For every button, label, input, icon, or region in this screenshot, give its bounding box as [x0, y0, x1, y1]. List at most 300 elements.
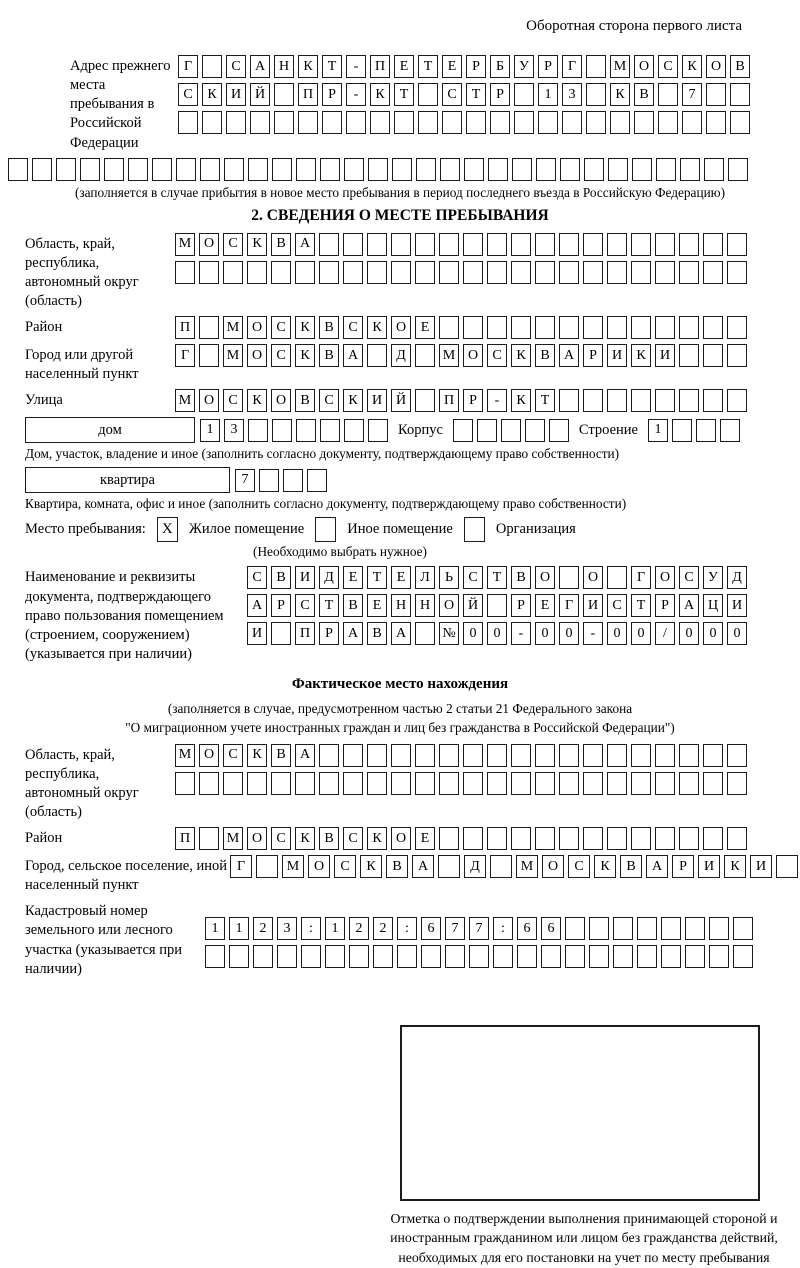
char-cell[interactable] — [703, 233, 723, 256]
char-cell[interactable]: П — [175, 827, 195, 850]
char-cell[interactable] — [128, 158, 148, 181]
char-cell[interactable] — [679, 772, 699, 795]
char-cell[interactable]: - — [511, 622, 531, 645]
char-cell[interactable] — [104, 158, 124, 181]
char-cell[interactable]: А — [559, 344, 579, 367]
char-cell[interactable]: В — [295, 389, 315, 412]
char-cell[interactable] — [607, 744, 627, 767]
char-cell[interactable]: К — [367, 827, 387, 850]
char-cell[interactable] — [511, 261, 531, 284]
char-cell[interactable] — [535, 261, 555, 284]
char-cell[interactable] — [658, 111, 678, 134]
char-cell[interactable] — [584, 158, 604, 181]
char-cell[interactable]: М — [223, 827, 243, 850]
char-cell[interactable] — [562, 111, 582, 134]
char-cell[interactable]: В — [386, 855, 408, 878]
char-cell[interactable]: С — [178, 83, 198, 106]
char-cell[interactable]: У — [514, 55, 534, 78]
char-cell[interactable] — [344, 158, 364, 181]
char-cell[interactable] — [679, 233, 699, 256]
char-cell[interactable] — [727, 389, 747, 412]
char-cell[interactable] — [438, 855, 460, 878]
char-cell[interactable] — [511, 316, 531, 339]
char-cell[interactable] — [199, 344, 219, 367]
char-cell[interactable] — [226, 111, 246, 134]
char-cell[interactable] — [607, 233, 627, 256]
char-cell[interactable]: И — [727, 594, 747, 617]
char-cell[interactable]: Т — [394, 83, 414, 106]
char-cell[interactable] — [559, 316, 579, 339]
char-cell[interactable] — [301, 945, 321, 968]
char-cell[interactable] — [488, 158, 508, 181]
char-cell[interactable] — [343, 261, 363, 284]
char-cell[interactable]: 1 — [229, 917, 249, 940]
char-cell[interactable]: И — [750, 855, 772, 878]
char-cell[interactable] — [613, 917, 633, 940]
char-cell[interactable] — [296, 419, 316, 442]
char-cell[interactable] — [776, 855, 798, 878]
char-cell[interactable] — [685, 945, 705, 968]
char-cell[interactable] — [325, 945, 345, 968]
char-cell[interactable] — [248, 419, 268, 442]
char-cell[interactable] — [176, 158, 196, 181]
stay-type-checkbox-other[interactable] — [315, 517, 336, 542]
char-cell[interactable]: - — [346, 83, 366, 106]
char-cell[interactable] — [259, 469, 279, 492]
char-cell[interactable] — [421, 945, 441, 968]
char-cell[interactable] — [512, 158, 532, 181]
char-cell[interactable]: М — [610, 55, 630, 78]
char-cell[interactable]: М — [439, 344, 459, 367]
char-cell[interactable]: К — [631, 344, 651, 367]
char-cell[interactable]: К — [610, 83, 630, 106]
char-cell[interactable]: Д — [727, 566, 747, 589]
char-cell[interactable]: О — [199, 389, 219, 412]
char-cell[interactable]: К — [295, 344, 315, 367]
char-cell[interactable] — [679, 261, 699, 284]
char-cell[interactable]: О — [583, 566, 603, 589]
char-cell[interactable]: Ц — [703, 594, 723, 617]
char-cell[interactable] — [319, 744, 339, 767]
char-cell[interactable]: Т — [367, 566, 387, 589]
char-cell[interactable]: И — [607, 344, 627, 367]
char-cell[interactable] — [223, 261, 243, 284]
char-cell[interactable]: У — [703, 566, 723, 589]
char-cell[interactable] — [656, 158, 676, 181]
char-cell[interactable]: 3 — [562, 83, 582, 106]
char-cell[interactable]: 1 — [205, 917, 225, 940]
char-cell[interactable] — [680, 158, 700, 181]
char-cell[interactable]: С — [343, 316, 363, 339]
char-cell[interactable] — [152, 158, 172, 181]
char-cell[interactable]: А — [343, 622, 363, 645]
char-cell[interactable]: Г — [631, 566, 651, 589]
char-cell[interactable]: К — [367, 316, 387, 339]
char-cell[interactable]: О — [199, 233, 219, 256]
char-cell[interactable]: Г — [230, 855, 252, 878]
char-cell[interactable]: О — [391, 827, 411, 850]
char-cell[interactable] — [296, 158, 316, 181]
char-cell[interactable]: В — [343, 594, 363, 617]
char-cell[interactable]: Н — [391, 594, 411, 617]
char-cell[interactable] — [703, 827, 723, 850]
char-cell[interactable]: С — [442, 83, 462, 106]
char-cell[interactable]: Й — [463, 594, 483, 617]
char-cell[interactable] — [536, 158, 556, 181]
char-cell[interactable]: Е — [343, 566, 363, 589]
char-cell[interactable] — [727, 772, 747, 795]
char-cell[interactable]: К — [298, 55, 318, 78]
char-cell[interactable]: 3 — [277, 917, 297, 940]
char-cell[interactable]: С — [463, 566, 483, 589]
char-cell[interactable] — [487, 827, 507, 850]
char-cell[interactable]: В — [511, 566, 531, 589]
char-cell[interactable] — [199, 827, 219, 850]
char-cell[interactable] — [415, 233, 435, 256]
char-cell[interactable]: К — [360, 855, 382, 878]
char-cell[interactable]: А — [391, 622, 411, 645]
char-cell[interactable] — [703, 389, 723, 412]
stay-type-checkbox-organization[interactable] — [464, 517, 485, 542]
char-cell[interactable]: И — [698, 855, 720, 878]
char-cell[interactable] — [535, 233, 555, 256]
char-cell[interactable] — [607, 827, 627, 850]
char-cell[interactable] — [320, 158, 340, 181]
char-cell[interactable]: К — [295, 316, 315, 339]
char-cell[interactable]: М — [223, 344, 243, 367]
char-cell[interactable] — [271, 772, 291, 795]
char-cell[interactable] — [487, 261, 507, 284]
char-cell[interactable] — [199, 316, 219, 339]
char-cell[interactable] — [418, 111, 438, 134]
char-cell[interactable]: В — [319, 316, 339, 339]
char-cell[interactable]: А — [295, 744, 315, 767]
char-cell[interactable] — [631, 827, 651, 850]
char-cell[interactable] — [463, 316, 483, 339]
char-cell[interactable]: В — [319, 827, 339, 850]
char-cell[interactable] — [463, 261, 483, 284]
char-cell[interactable] — [583, 827, 603, 850]
char-cell[interactable] — [392, 158, 412, 181]
char-cell[interactable] — [607, 389, 627, 412]
char-cell[interactable] — [487, 594, 507, 617]
char-cell[interactable]: 0 — [727, 622, 747, 645]
char-cell[interactable]: О — [247, 827, 267, 850]
char-cell[interactable]: Д — [319, 566, 339, 589]
char-cell[interactable]: И — [295, 566, 315, 589]
char-cell[interactable]: И — [583, 594, 603, 617]
char-cell[interactable] — [720, 419, 740, 442]
char-cell[interactable] — [175, 261, 195, 284]
char-cell[interactable] — [607, 772, 627, 795]
char-cell[interactable]: П — [370, 55, 390, 78]
char-cell[interactable] — [727, 233, 747, 256]
char-cell[interactable]: 6 — [517, 917, 537, 940]
char-cell[interactable]: Т — [535, 389, 555, 412]
char-cell[interactable] — [250, 111, 270, 134]
char-cell[interactable] — [679, 316, 699, 339]
char-cell[interactable] — [586, 83, 606, 106]
char-cell[interactable] — [490, 111, 510, 134]
char-cell[interactable]: С — [568, 855, 590, 878]
char-cell[interactable] — [298, 111, 318, 134]
char-cell[interactable] — [274, 111, 294, 134]
char-cell[interactable]: А — [250, 55, 270, 78]
char-cell[interactable] — [655, 233, 675, 256]
char-cell[interactable] — [487, 233, 507, 256]
char-cell[interactable] — [514, 83, 534, 106]
char-cell[interactable]: - — [346, 55, 366, 78]
char-cell[interactable]: В — [319, 344, 339, 367]
char-cell[interactable] — [463, 772, 483, 795]
char-cell[interactable] — [703, 744, 723, 767]
char-cell[interactable] — [704, 158, 724, 181]
char-cell[interactable]: С — [343, 827, 363, 850]
char-cell[interactable]: Н — [415, 594, 435, 617]
char-cell[interactable]: Р — [466, 55, 486, 78]
char-cell[interactable]: В — [730, 55, 750, 78]
char-cell[interactable]: - — [487, 389, 507, 412]
char-cell[interactable]: К — [511, 344, 531, 367]
char-cell[interactable] — [445, 945, 465, 968]
char-cell[interactable] — [608, 158, 628, 181]
char-cell[interactable] — [415, 622, 435, 645]
char-cell[interactable] — [199, 772, 219, 795]
char-cell[interactable] — [367, 344, 387, 367]
char-cell[interactable]: А — [412, 855, 434, 878]
char-cell[interactable] — [679, 344, 699, 367]
char-cell[interactable] — [415, 261, 435, 284]
char-cell[interactable]: А — [679, 594, 699, 617]
char-cell[interactable] — [493, 945, 513, 968]
char-cell[interactable]: 7 — [235, 469, 255, 492]
char-cell[interactable] — [565, 945, 585, 968]
char-cell[interactable]: Т — [466, 83, 486, 106]
char-cell[interactable]: / — [655, 622, 675, 645]
char-cell[interactable] — [247, 772, 267, 795]
char-cell[interactable] — [8, 158, 28, 181]
char-cell[interactable] — [655, 316, 675, 339]
char-cell[interactable] — [80, 158, 100, 181]
char-cell[interactable]: Й — [391, 389, 411, 412]
char-cell[interactable] — [307, 469, 327, 492]
char-cell[interactable] — [511, 827, 531, 850]
char-cell[interactable]: И — [247, 622, 267, 645]
char-cell[interactable]: 2 — [349, 917, 369, 940]
char-cell[interactable] — [487, 316, 507, 339]
char-cell[interactable] — [535, 744, 555, 767]
char-cell[interactable] — [535, 316, 555, 339]
char-cell[interactable] — [655, 827, 675, 850]
char-cell[interactable]: К — [202, 83, 222, 106]
char-cell[interactable] — [706, 83, 726, 106]
char-cell[interactable] — [514, 111, 534, 134]
char-cell[interactable] — [248, 158, 268, 181]
char-cell[interactable]: 2 — [373, 917, 393, 940]
char-cell[interactable] — [733, 945, 753, 968]
char-cell[interactable]: В — [634, 83, 654, 106]
char-cell[interactable] — [679, 389, 699, 412]
char-cell[interactable] — [728, 158, 748, 181]
char-cell[interactable]: К — [247, 233, 267, 256]
char-cell[interactable]: К — [295, 827, 315, 850]
char-cell[interactable]: А — [295, 233, 315, 256]
char-cell[interactable] — [295, 772, 315, 795]
char-cell[interactable]: К — [343, 389, 363, 412]
char-cell[interactable]: С — [658, 55, 678, 78]
char-cell[interactable]: С — [226, 55, 246, 78]
char-cell[interactable]: : — [397, 917, 417, 940]
char-cell[interactable]: Г — [178, 55, 198, 78]
char-cell[interactable] — [559, 233, 579, 256]
char-cell[interactable] — [295, 261, 315, 284]
char-cell[interactable] — [511, 772, 531, 795]
char-cell[interactable]: С — [223, 389, 243, 412]
char-cell[interactable]: 6 — [541, 917, 561, 940]
char-cell[interactable]: Д — [464, 855, 486, 878]
char-cell[interactable] — [565, 917, 585, 940]
char-cell[interactable]: П — [298, 83, 318, 106]
char-cell[interactable]: - — [583, 622, 603, 645]
char-cell[interactable] — [320, 419, 340, 442]
char-cell[interactable]: : — [301, 917, 321, 940]
char-cell[interactable] — [525, 419, 545, 442]
char-cell[interactable]: П — [175, 316, 195, 339]
char-cell[interactable] — [343, 233, 363, 256]
char-cell[interactable]: Е — [367, 594, 387, 617]
char-cell[interactable] — [727, 261, 747, 284]
char-cell[interactable] — [733, 917, 753, 940]
char-cell[interactable] — [706, 111, 726, 134]
char-cell[interactable] — [631, 316, 651, 339]
char-cell[interactable] — [559, 772, 579, 795]
char-cell[interactable] — [343, 772, 363, 795]
char-cell[interactable]: О — [247, 316, 267, 339]
char-cell[interactable]: Б — [490, 55, 510, 78]
char-cell[interactable] — [709, 917, 729, 940]
char-cell[interactable]: А — [646, 855, 668, 878]
char-cell[interactable] — [466, 111, 486, 134]
char-cell[interactable] — [583, 744, 603, 767]
char-cell[interactable]: 0 — [631, 622, 651, 645]
char-cell[interactable] — [607, 316, 627, 339]
char-cell[interactable]: О — [199, 744, 219, 767]
char-cell[interactable] — [439, 261, 459, 284]
char-cell[interactable] — [487, 744, 507, 767]
char-cell[interactable] — [655, 772, 675, 795]
char-cell[interactable]: : — [493, 917, 513, 940]
char-cell[interactable] — [730, 83, 750, 106]
char-cell[interactable]: Е — [415, 316, 435, 339]
char-cell[interactable] — [541, 945, 561, 968]
char-cell[interactable]: Е — [394, 55, 414, 78]
char-cell[interactable]: С — [319, 389, 339, 412]
char-cell[interactable] — [535, 827, 555, 850]
char-cell[interactable] — [560, 158, 580, 181]
char-cell[interactable] — [439, 772, 459, 795]
char-cell[interactable]: 0 — [607, 622, 627, 645]
char-cell[interactable] — [463, 827, 483, 850]
char-cell[interactable]: Р — [490, 83, 510, 106]
char-cell[interactable] — [205, 945, 225, 968]
char-cell[interactable] — [727, 316, 747, 339]
char-cell[interactable] — [632, 158, 652, 181]
char-cell[interactable]: Т — [319, 594, 339, 617]
char-cell[interactable] — [607, 566, 627, 589]
char-cell[interactable] — [679, 744, 699, 767]
char-cell[interactable]: 0 — [535, 622, 555, 645]
char-cell[interactable] — [416, 158, 436, 181]
char-cell[interactable]: С — [607, 594, 627, 617]
char-cell[interactable] — [586, 55, 606, 78]
char-cell[interactable]: М — [175, 744, 195, 767]
char-cell[interactable] — [658, 83, 678, 106]
char-cell[interactable]: Т — [418, 55, 438, 78]
char-cell[interactable]: С — [223, 744, 243, 767]
char-cell[interactable]: С — [247, 566, 267, 589]
char-cell[interactable]: Р — [583, 344, 603, 367]
char-cell[interactable] — [229, 945, 249, 968]
char-cell[interactable]: Т — [631, 594, 651, 617]
char-cell[interactable] — [224, 158, 244, 181]
char-cell[interactable] — [415, 344, 435, 367]
char-cell[interactable]: Р — [319, 622, 339, 645]
char-cell[interactable] — [583, 233, 603, 256]
char-cell[interactable]: С — [271, 827, 291, 850]
char-cell[interactable]: С — [295, 594, 315, 617]
char-cell[interactable]: К — [682, 55, 702, 78]
char-cell[interactable] — [463, 233, 483, 256]
char-cell[interactable] — [271, 622, 291, 645]
char-cell[interactable] — [709, 945, 729, 968]
char-cell[interactable] — [418, 83, 438, 106]
char-cell[interactable]: Н — [274, 55, 294, 78]
char-cell[interactable] — [344, 419, 364, 442]
char-cell[interactable]: 1 — [648, 419, 668, 442]
char-cell[interactable]: М — [175, 233, 195, 256]
char-cell[interactable]: И — [367, 389, 387, 412]
char-cell[interactable]: С — [271, 316, 291, 339]
char-cell[interactable] — [655, 389, 675, 412]
char-cell[interactable]: О — [463, 344, 483, 367]
char-cell[interactable]: С — [679, 566, 699, 589]
char-cell[interactable]: 7 — [469, 917, 489, 940]
char-cell[interactable]: К — [511, 389, 531, 412]
char-cell[interactable]: Р — [655, 594, 675, 617]
char-cell[interactable] — [391, 233, 411, 256]
char-cell[interactable] — [394, 111, 414, 134]
char-cell[interactable] — [469, 945, 489, 968]
char-cell[interactable] — [319, 261, 339, 284]
char-cell[interactable] — [322, 111, 342, 134]
char-cell[interactable]: К — [247, 744, 267, 767]
char-cell[interactable] — [319, 772, 339, 795]
char-cell[interactable]: 2 — [253, 917, 273, 940]
char-cell[interactable]: Г — [562, 55, 582, 78]
char-cell[interactable]: А — [343, 344, 363, 367]
char-cell[interactable]: О — [706, 55, 726, 78]
char-cell[interactable]: В — [271, 566, 291, 589]
char-cell[interactable]: О — [439, 594, 459, 617]
char-cell[interactable] — [56, 158, 76, 181]
char-cell[interactable] — [464, 158, 484, 181]
char-cell[interactable]: О — [542, 855, 564, 878]
char-cell[interactable]: 3 — [224, 419, 244, 442]
char-cell[interactable] — [727, 744, 747, 767]
char-cell[interactable] — [583, 261, 603, 284]
char-cell[interactable] — [439, 316, 459, 339]
char-cell[interactable]: М — [175, 389, 195, 412]
